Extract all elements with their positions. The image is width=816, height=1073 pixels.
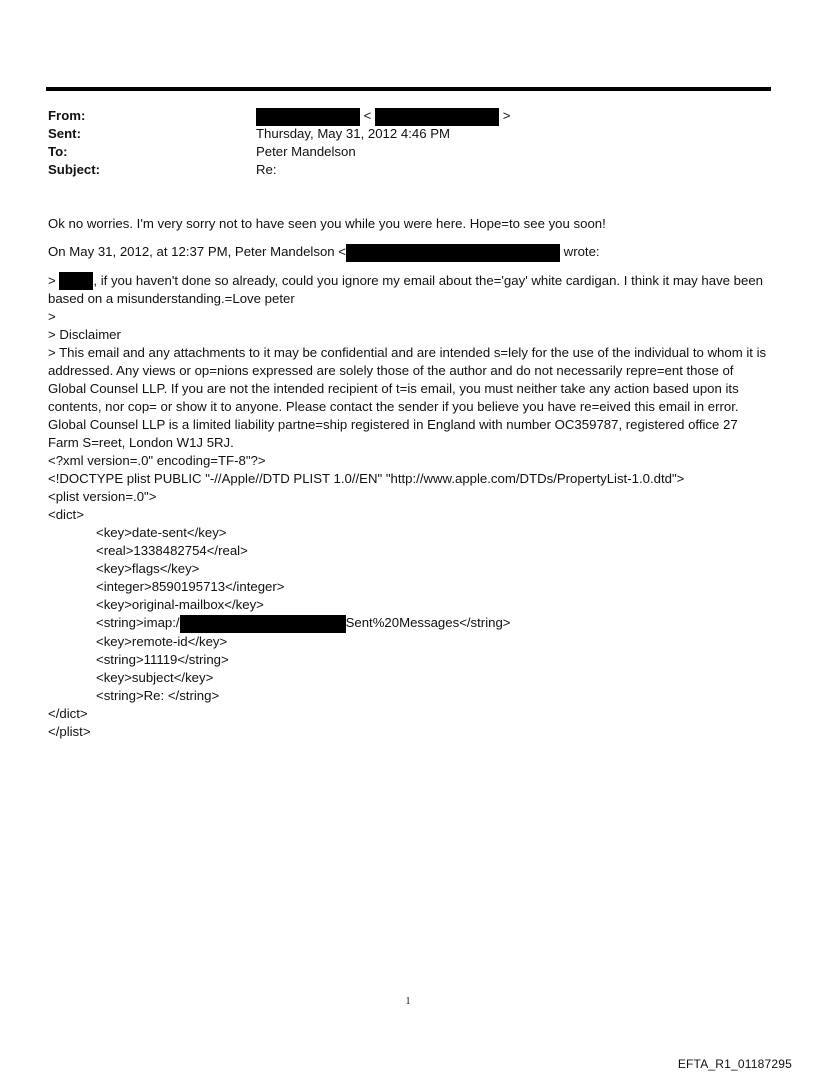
redacted-quoted-email bbox=[346, 244, 560, 262]
redacted-imap-account bbox=[180, 615, 346, 633]
string-remote-id: <string>11119</string> bbox=[96, 651, 229, 667]
subject-row bbox=[48, 161, 768, 179]
quote-intro bbox=[48, 243, 772, 262]
to-value: Peter Mandelson bbox=[256, 144, 356, 159]
string-imap-suffix: Sent%20Messages</string> bbox=[345, 615, 511, 631]
string-imap bbox=[48, 614, 772, 633]
real-value: <real>1338482754</real> bbox=[96, 543, 248, 559]
key-date-sent: <key>date-sent</key> bbox=[96, 525, 227, 541]
dict-open: <dict> bbox=[48, 507, 84, 523]
sent-value: Thursday, May 31, 2012 4:46 PM bbox=[256, 126, 451, 141]
string-subject: <string>Re: </string> bbox=[96, 687, 220, 703]
quote-disclaimer-heading: > Disclaimer bbox=[48, 327, 121, 343]
string-imap-prefix: <string>imap:/ bbox=[96, 615, 180, 631]
document-id: EFTA_R1_01187295 bbox=[677, 1057, 792, 1071]
header-divider bbox=[46, 87, 771, 91]
quote-intro-after: wrote: bbox=[563, 244, 600, 259]
key-original-mailbox: <key>original-mailbox</key> bbox=[96, 597, 264, 613]
quote-disclaimer-text: > This email and any attachments to it may be confidential and are intended s=lely for the use of the individual to whom it is addressed. Any views or op=nions expressed are solely those of the author and do not necessarily repre=ent those of Global Counsel LLP. If you are not the intended recipient of t=is email, you must neither take any action based upon its contents, nor cop= or show it to anyone. Please contact the sender if you believe you have re=eived this email in error. Global Counsel LLP is a limited liability partne=ship registered in England with number OC359787, registered office 27 Farm S=reet, London W1J 5RJ. bbox=[48, 345, 767, 451]
to-label: To: bbox=[48, 144, 68, 159]
redacted-recipient-name bbox=[59, 272, 93, 290]
plist-doctype: <!DOCTYPE plist PUBLIC "-//Apple//DTD PLIST 1.0//EN" "http://www.apple.com/DTDs/PropertyList-1.0.dtd"> bbox=[48, 471, 685, 487]
key-remote-id: <key>remote-id</key> bbox=[96, 633, 228, 649]
plist-close: </plist> bbox=[48, 723, 91, 739]
sent-row bbox=[48, 125, 768, 143]
from-open-bracket: < bbox=[363, 108, 372, 123]
from-value bbox=[256, 107, 510, 126]
page-number: 1 bbox=[405, 996, 411, 1007]
quoted-message bbox=[48, 272, 772, 309]
integer-value: <integer>8590195713</integer> bbox=[96, 579, 285, 595]
redacted-sender-email bbox=[375, 108, 499, 126]
plist-xml-declaration: <?xml version=.0" encoding=TF-8"?> bbox=[48, 453, 266, 469]
quoted-message-text: , if you haven't done so already, could you ignore my email about the='gay' white cardigan. I think it may have been based on a misunderstanding.=Love peter bbox=[48, 272, 764, 307]
quote-blank-line: > bbox=[48, 309, 56, 325]
reply-text: Ok no worries. I'm very sorry not to have seen you while you were here. Hope=to see you soon! bbox=[48, 216, 606, 231]
dict-close: </dict> bbox=[48, 705, 88, 721]
subject-label: Subject: bbox=[48, 162, 101, 177]
key-flags: <key>flags</key> bbox=[96, 561, 200, 577]
from-close-bracket: > bbox=[502, 108, 511, 123]
from-label: From: bbox=[48, 108, 86, 123]
key-subject: <key>subject</key> bbox=[96, 669, 214, 685]
sent-label: Sent: bbox=[48, 126, 81, 141]
to-row bbox=[48, 143, 768, 161]
from-row bbox=[48, 107, 768, 125]
quote-intro-before: On May 31, 2012, at 12:37 PM, Peter Mandelson < bbox=[48, 244, 346, 259]
email-body bbox=[48, 215, 772, 741]
redacted-sender-name bbox=[256, 108, 360, 126]
quote-prefix: > bbox=[48, 272, 56, 288]
subject-value: Re: bbox=[256, 162, 277, 177]
plist-open: <plist version=.0"> bbox=[48, 489, 157, 505]
email-header bbox=[48, 107, 768, 179]
